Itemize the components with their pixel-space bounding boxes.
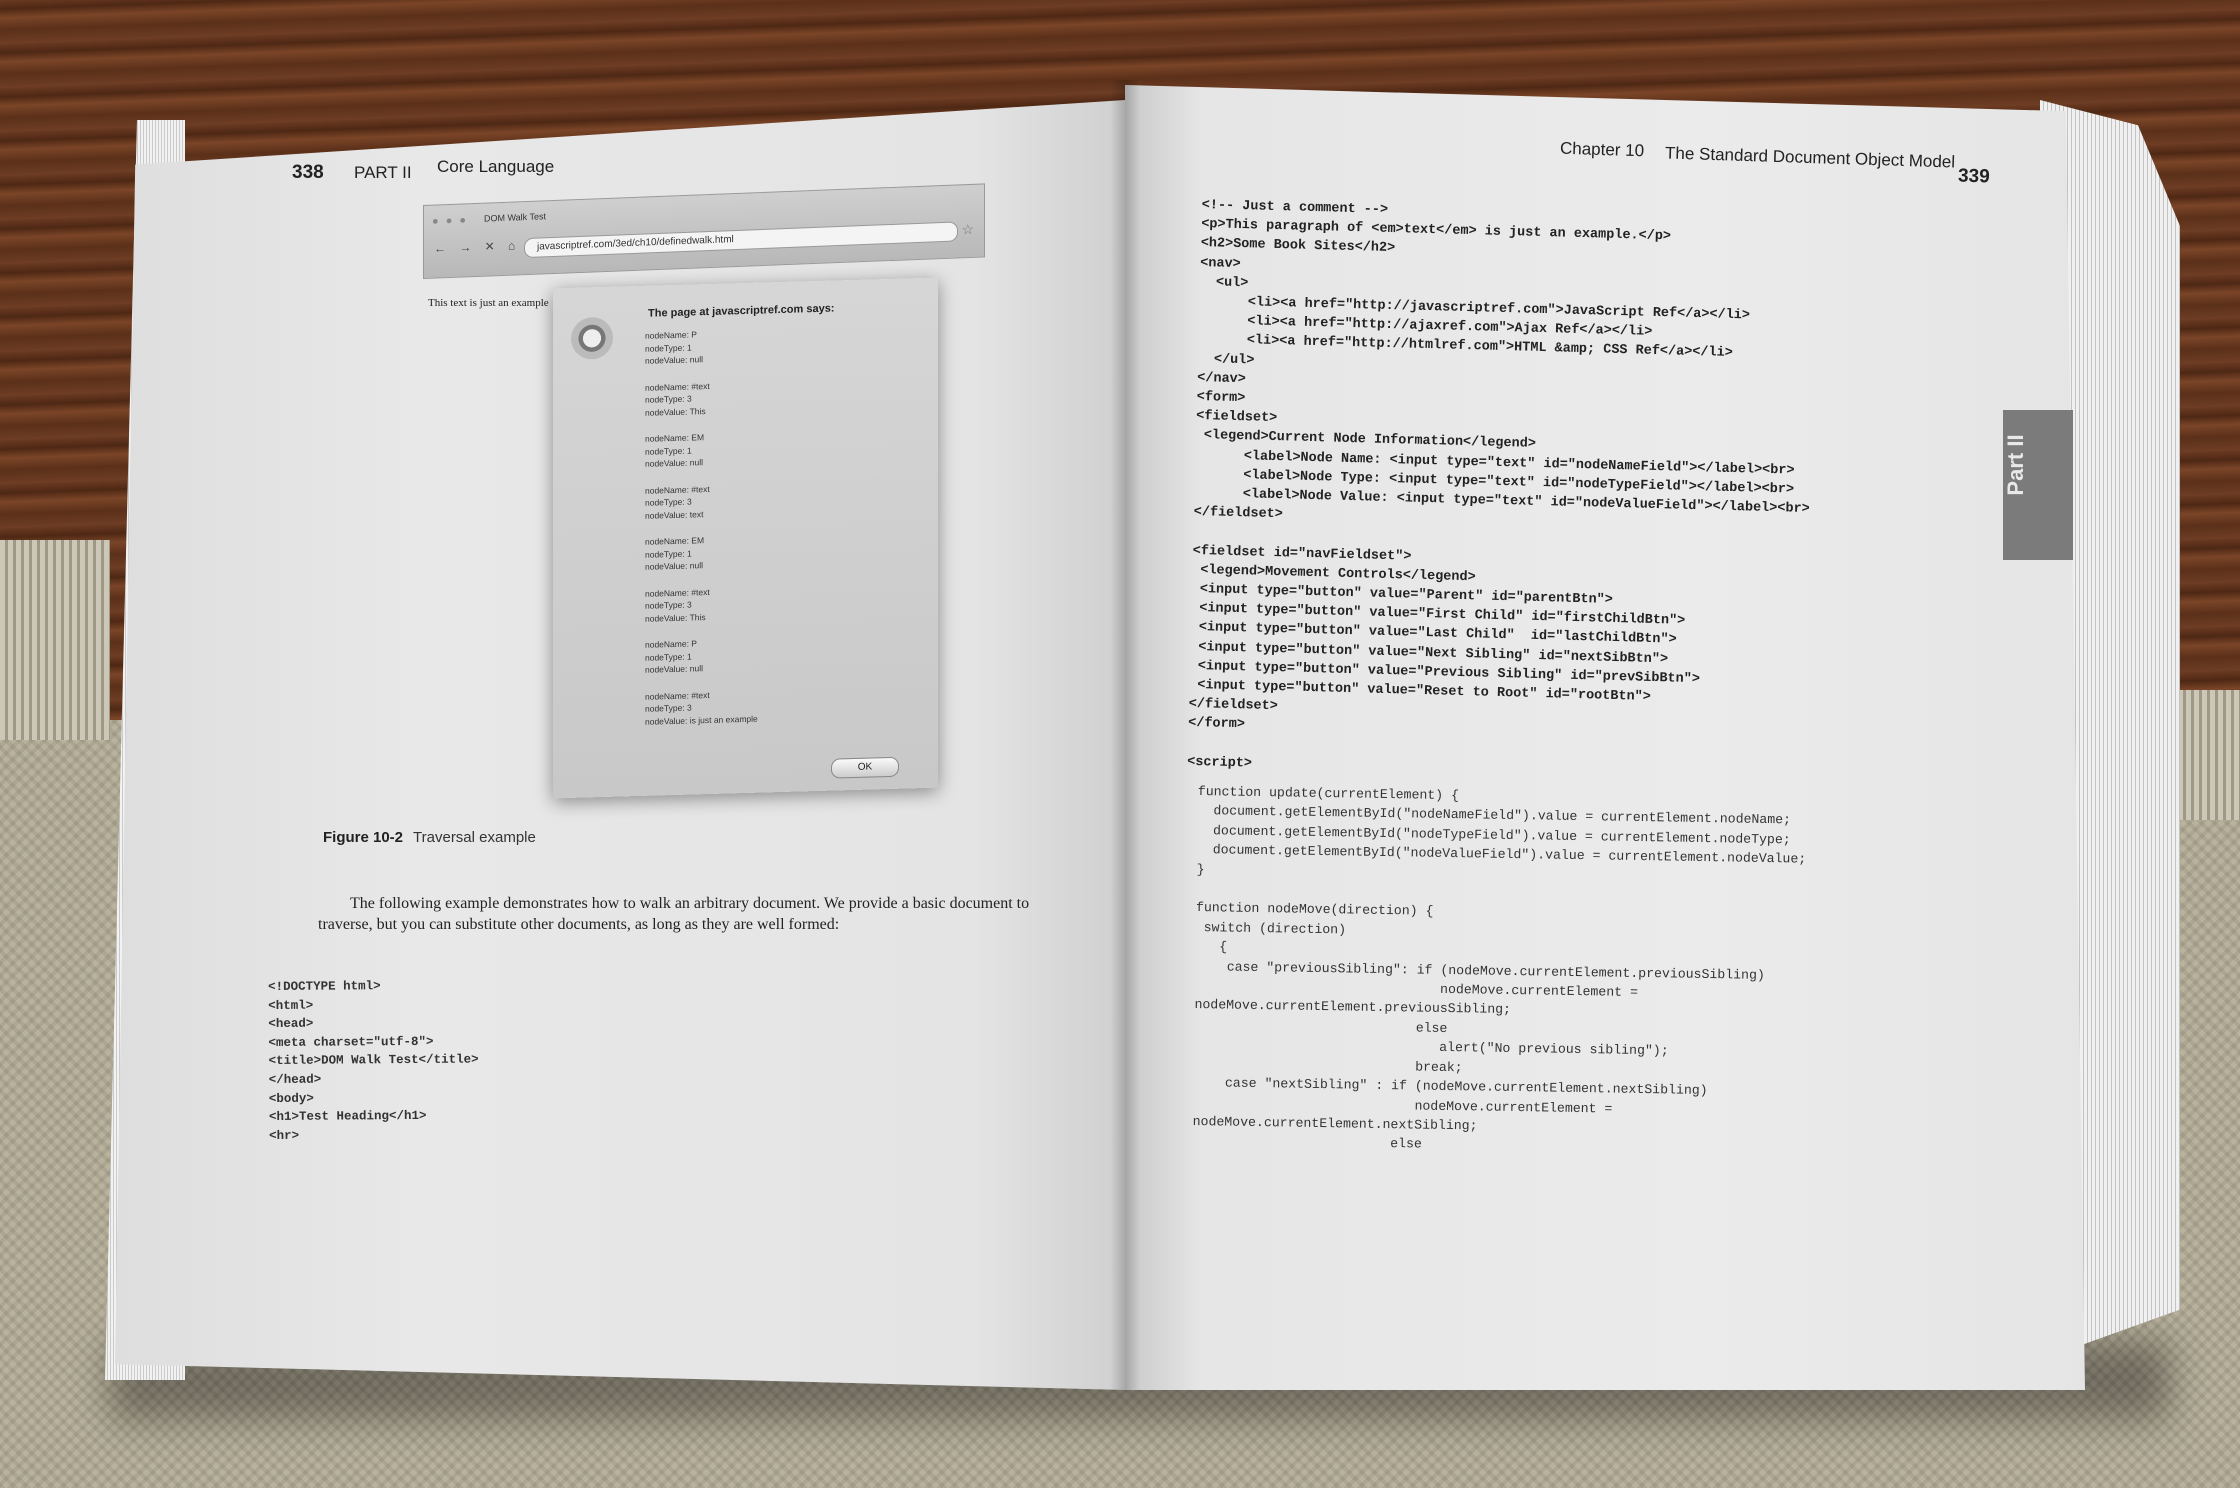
dialog-node-line: nodeValue: null <box>645 457 703 469</box>
dialog-node-line: nodeType: 3 <box>645 599 692 611</box>
dialog-node-group <box>645 430 758 471</box>
right-page-number: 339 <box>1957 165 1991 188</box>
url-bar: javascriptref.com/3ed/ch10/definedwalk.html <box>524 221 958 258</box>
dialog-node-line: nodeType: 3 <box>645 496 692 508</box>
dialog-node-group <box>645 378 758 419</box>
dialog-node-group <box>645 481 758 522</box>
dialog-node-line: nodeName: P <box>645 329 697 341</box>
left-code-listing: <!DOCTYPE html> <html> <head> <meta charset="utf-8"> <title>DOM Walk Test</title> </head> <body> <h1>Test Heading</h1> <hr> <box>268 979 479 1143</box>
dialog-node-line: nodeName: #text <box>645 586 710 599</box>
dialog-node-group <box>645 687 758 728</box>
window-buttons: ● ● ● <box>432 214 469 228</box>
left-part-label: PART II <box>354 163 412 182</box>
rug-fringe-right <box>2170 690 2240 820</box>
dialog-node-line: nodeType: 1 <box>645 548 692 560</box>
dialog-node-line: nodeValue: This <box>645 405 706 418</box>
dialog-node-line: nodeName: #text <box>645 380 710 393</box>
dialog-node-line: nodeValue: text <box>645 508 704 521</box>
dialog-node-line: nodeType: 3 <box>645 702 692 714</box>
bookmark-star-icon: ☆ <box>961 220 974 238</box>
dialog-node-group <box>645 533 758 574</box>
dialog-node-line: nodeValue: null <box>645 354 703 366</box>
dialog-node-line: nodeName: EM <box>645 535 705 547</box>
nav-buttons: ← → ✕ ⌂ <box>434 238 521 256</box>
dialog-title: The page at javascriptref.com says: <box>648 302 835 320</box>
dialog-node-line: nodeType: 3 <box>645 393 692 405</box>
browser-logo-icon <box>571 317 613 360</box>
ok-button: OK <box>831 757 899 779</box>
page-sample-text: This text is just an example <box>428 297 549 309</box>
dialog-node-line: nodeValue: null <box>645 663 703 675</box>
dialog-node-line: nodeValue: null <box>645 560 703 572</box>
dialog-node-line: nodeName: #text <box>645 689 710 702</box>
figure-label: Figure 10-2 <box>323 829 404 846</box>
figure-caption <box>323 829 536 846</box>
left-page-number: 338 <box>292 162 324 183</box>
right-code-script: function update(currentElement) { document.getElementById("nodeNameField").value = currentElement.nodeName; document.getElementById("nodeTypeField").value = currentElement.nodeType; document.getElementById("nodeValueField").value = currentElement.nodeValue; } function nodeMove(direction) { switch (direction) { case "previousSibling": if (nodeMove.currentElement.previousSibling) nodeMove.currentElement = nodeMove.currentElement.previousSibling; else alert("No previous sibling"); break; case "nextSibling" : if (nodeMove.currentElement.nextSibling) nodeMove.currentElement = nodeMove.currentElement.nextSibling; else <box>1192 783 1807 1152</box>
dialog-node-group <box>645 636 758 677</box>
dialog-node-line: nodeValue: is just an example <box>645 713 758 727</box>
chapter-title: The Standard Document Object Model <box>1664 143 1956 172</box>
dialog-node-line: nodeType: 1 <box>645 651 692 663</box>
dialog-node-group <box>645 327 758 368</box>
part-tab-label: Part II <box>2003 434 2028 496</box>
dialog-node-line: nodeValue: This <box>645 611 706 624</box>
figure-caption-text: Traversal example <box>413 829 536 846</box>
book-gutter <box>1110 80 1140 1390</box>
chapter-label: Chapter 10 <box>1559 138 1645 161</box>
body-paragraph: The following example demonstrates how to walk an arbitrary document. We provide a basic document to traverse, but you can substitute other documents, as long as they are well formed: <box>318 895 1030 933</box>
dialog-node-group <box>645 584 758 625</box>
dialog-node-line: nodeName: P <box>645 638 697 650</box>
dialog-node-line: nodeType: 1 <box>645 342 692 354</box>
dialog-node-line: nodeName: EM <box>645 432 705 444</box>
figure-screenshot <box>423 205 983 805</box>
right-code-markup: <!-- Just a comment --> <p>This paragraph of <em>text</em> is just an example.</p> <h2>Some Book Sites</h2> <nav> <ul> <li><a href="http://javascriptref.com">JavaScript Ref</a></li> <li><a href="http://ajaxref.com">Ajax Ref</a></li> <li><a href="http://htmlref.com">HTML &amp; CSS Ref</a></li> </ul> </nav> <form> <fieldset> <legend>Current Node Information</legend> <label>Node Name: <input type="text" id="nodeNameField"></label><br> <label>Node Type: <input type="text" id="nodeTypeField"></label><br> <label>Node Value: <input type="text" id="nodeValueField"></label><br> </fieldset> <fieldset id="navFieldset"> <legend>Movement Controls</legend> <input type="button" value="Parent" id="parentBtn"> <input type="button" value="First Child" id="firstChildBtn"> <input type="button" value="Last Child" id="lastChildBtn"> <input type="button" value="Next Sibling" id="nextSibBtn"> <input type="button" value="Previous Sibling" id="prevSibBtn"> <input type="button" value="Reset to Root" id="rootBtn"> </fieldset> </form> <script> <box>1186 197 1810 772</box>
browser-tab: DOM Walk Test <box>484 211 547 224</box>
dialog-message <box>645 327 758 742</box>
dialog-node-line: nodeName: #text <box>645 483 710 496</box>
part-thumb-tab <box>2003 410 2073 560</box>
rug-fringe-left <box>0 540 110 740</box>
left-section-title: Core Language <box>437 157 555 176</box>
dialog-node-line: nodeType: 1 <box>645 445 692 457</box>
alert-dialog <box>553 278 938 799</box>
